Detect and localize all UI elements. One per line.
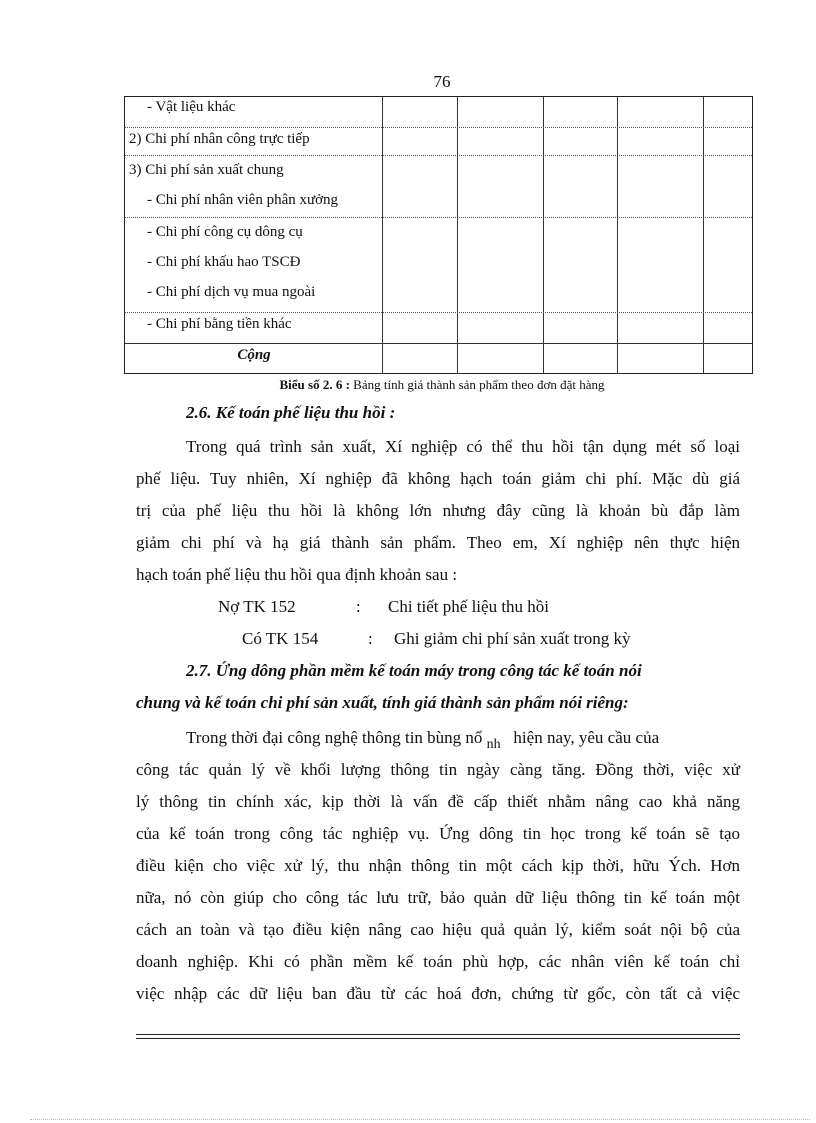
paragraph-line: hạch toán phế liệu thu hồi qua định khoản sau : (136, 565, 458, 584)
section-heading-2-7-line1: 2.7. Ứng dông phần mềm kế toán máy trong công tác kế toán nói (186, 661, 642, 680)
table-row-divider (125, 343, 752, 344)
caption-label: Biểu số 2. 6 : (279, 377, 350, 392)
table-caption (0, 377, 816, 393)
table-column-divider (617, 97, 618, 373)
table-row-label: - Chi phí dịch vụ mua ngoài (147, 284, 316, 300)
paragraph-line: việc nhập các dữ liệu ban đầu từ các hoá đơn, chứng từ gốc, còn tất cả việc (136, 984, 740, 1003)
credit-colon: : (368, 629, 373, 648)
table-row-label: - Chi phí bằng tiền khác (147, 316, 292, 332)
table-column-divider (382, 97, 383, 373)
section-heading-2-7-line2: chung và kế toán chi phí sản xuất, tính giá thành sản phẩm nói riêng: (136, 693, 629, 712)
table-row-divider (125, 312, 752, 313)
section-heading-2-6: 2.6. Kế toán phế liệu thu hồi : (186, 403, 396, 422)
debit-description: Chi tiết phế liệu thu hồi (388, 597, 550, 616)
table-column-divider (543, 97, 544, 373)
table-row-label: 3) Chi phí sản xuất chung (129, 162, 284, 178)
debit-colon: : (356, 597, 361, 616)
paragraph-line: trị của phế liệu thu hồi là không lớn nhưng đây cũng là khoản bù đắp làm (136, 501, 740, 520)
footer-rule (136, 1038, 740, 1039)
table-total-label: Cộng (237, 347, 271, 363)
credit-description: Ghi giảm chi phí sản xuất trong kỳ (394, 629, 631, 648)
table-row-label: 2) Chi phí nhân công trực tiếp (129, 131, 310, 147)
table-column-divider (457, 97, 458, 373)
paragraph-line: giảm chi phí và hạ giá thành sản phẩm. Theo em, Xí nghiệp nên thực hiện (136, 533, 740, 552)
table-column-divider (703, 97, 704, 373)
page-number: 76 (433, 72, 451, 91)
section-2-7-paragraph (136, 722, 740, 1010)
line1-end: hiện nay, yêu cầu của (513, 728, 660, 747)
table-row-divider (125, 217, 752, 218)
table-row-label: - Chi phí nhân viên phân xưởng (147, 192, 339, 208)
section-2-6-paragraph (136, 431, 740, 591)
paragraph-line: lý thông tin chính xác, kịp thời là vấn đề cấp thiết nhằm nâng cao khả năng (136, 792, 740, 811)
line1-start: Trong thời đại công nghệ thông tin bùng nổ (186, 728, 483, 747)
paragraph-line: nữa, nó còn giúp cho công tác lưu trữ, bảo quản dữ liệu thông tin kế toán một (136, 888, 740, 907)
debit-account: Nợ TK 152 (218, 597, 296, 616)
page-edge-dots (30, 1119, 810, 1120)
paragraph-line (136, 722, 740, 754)
paragraph-line: Trong quá trình sản xuất, Xí nghiệp có thể thu hồi tận dụng mét số loại (186, 437, 740, 456)
table-row-label: - Chi phí khấu hao TSCĐ (147, 254, 301, 270)
credit-account: Có TK 154 (242, 629, 319, 648)
paragraph-line: công tác quản lý về khối lượng thông tin ngày càng tăng. Đồng thời, việc xử (136, 760, 740, 779)
table-row-label: - Chi phí công cụ dông cụ (147, 224, 303, 240)
table-row-divider (125, 155, 752, 156)
caption-text: Bảng tính giá thành sản phẩm theo đơn đặt hàng (349, 377, 605, 392)
paragraph-line: của kế toán trong công tác nghiệp vụ. Ứng dông tin học trong kế toán sẽ tạo (136, 824, 740, 843)
subscript-fragment: nh (486, 737, 501, 752)
footer-rule (136, 1034, 740, 1035)
paragraph-line: cách an toàn và tạo điều kiện nâng cao hiệu quả quản lý, kiểm soát nội bộ của (136, 920, 740, 939)
cost-table (124, 96, 753, 374)
paragraph-line: phế liệu. Tuy nhiên, Xí nghiệp đã không hạch toán giảm chi phí. Mặc dù giá (136, 469, 740, 488)
table-row-label: - Vật liệu khác (147, 99, 236, 115)
table-row-divider (125, 127, 752, 128)
paragraph-line: điều kiện cho việc xử lý, thu nhận thông tin một cách kịp thời, hữu Ých. Hơn (136, 856, 740, 875)
paragraph-line: doanh nghiệp. Khi có phần mềm kế toán phù hợp, các nhân viên kế toán chỉ (136, 952, 740, 971)
